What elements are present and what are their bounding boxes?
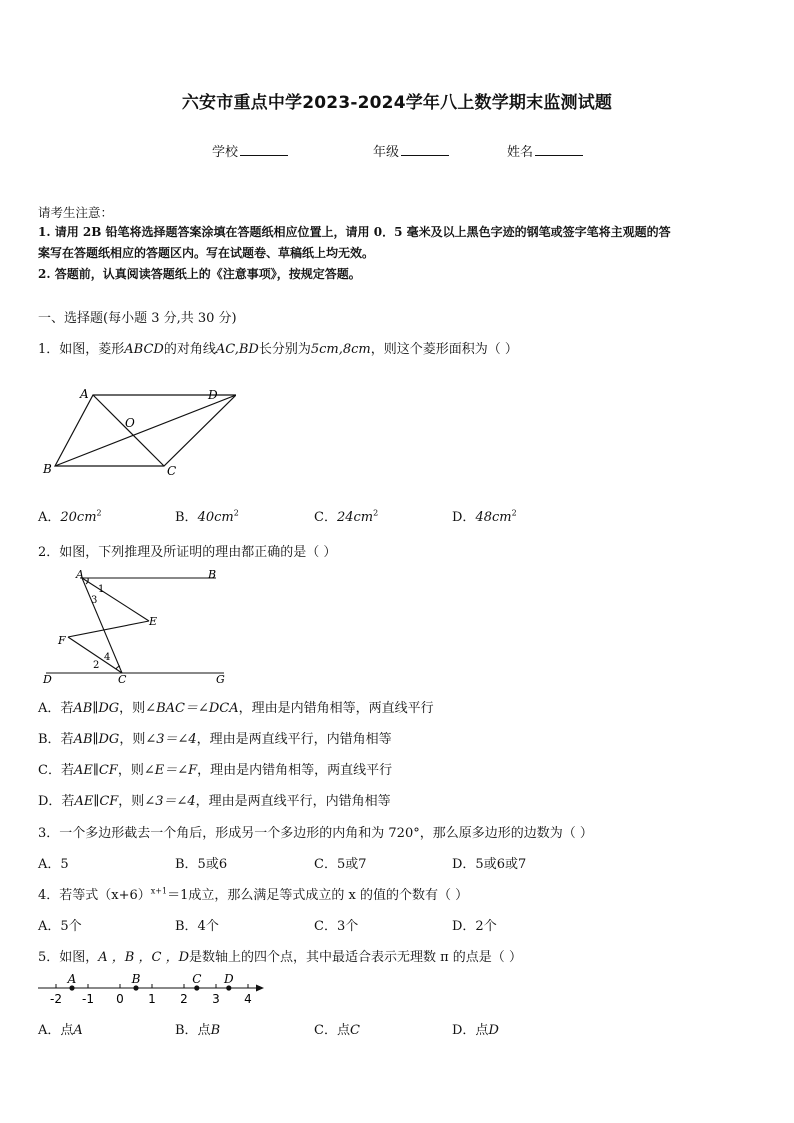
tick-label: 3 bbox=[212, 992, 220, 1006]
point-b bbox=[133, 985, 138, 990]
q1-opt-b-val: 40cm bbox=[197, 510, 234, 525]
q5-d-k: D．点 bbox=[452, 1023, 489, 1038]
label-B: B bbox=[43, 462, 52, 476]
question-1-stem bbox=[38, 338, 518, 357]
q2-c-mid: ，则 bbox=[117, 763, 144, 778]
q1-opt-b-sup: 2 bbox=[233, 508, 239, 518]
q1-option-a[interactable] bbox=[38, 506, 102, 525]
school-label: 学校 bbox=[212, 145, 239, 160]
name-field[interactable] bbox=[507, 141, 583, 160]
rhombus-figure bbox=[36, 382, 236, 482]
fig2-label-D: D bbox=[43, 673, 52, 686]
q3-option-b[interactable]: B．5或6 bbox=[175, 857, 228, 872]
q5-a-v: A bbox=[73, 1023, 83, 1038]
q2-a-k: A．若 bbox=[38, 701, 74, 716]
question-2-stem: 2．如图，下列推理及所证明的理由都正确的是（ ） bbox=[38, 545, 337, 560]
tick-label: 0 bbox=[116, 992, 124, 1006]
tick-label: 2 bbox=[180, 992, 188, 1006]
q2-d-mid: ，则 bbox=[118, 794, 145, 809]
q2-b-reason: ，理由是两直线平行，内错角相等 bbox=[196, 732, 392, 747]
q2-b-cond: AB∥DG bbox=[73, 732, 120, 747]
q5-option-b[interactable] bbox=[175, 1019, 220, 1038]
name-label: 姓名 bbox=[507, 145, 534, 160]
diagonal-bd bbox=[55, 395, 236, 466]
label-A: A bbox=[80, 387, 89, 401]
label-O: O bbox=[125, 416, 135, 430]
tick-label: 4 bbox=[244, 992, 252, 1006]
q1-abcd: ABCD bbox=[124, 342, 164, 357]
diagonal-ac bbox=[93, 395, 164, 466]
q3-option-a[interactable]: A．5 bbox=[38, 857, 69, 872]
q4-option-c[interactable]: C．3个 bbox=[314, 919, 359, 934]
parallel-lines-figure bbox=[38, 565, 238, 687]
point-d bbox=[226, 985, 231, 990]
q5-option-a[interactable] bbox=[38, 1019, 83, 1038]
q2-d-k: D．若 bbox=[38, 794, 75, 809]
number-line bbox=[36, 968, 266, 1008]
fig2-label-E: E bbox=[149, 615, 158, 628]
notice-heading: 请考生注意： bbox=[38, 205, 114, 220]
q4-option-b[interactable]: B．4个 bbox=[175, 919, 219, 934]
fig2-label-C: C bbox=[118, 673, 127, 686]
fig2-label-A: A bbox=[76, 568, 84, 581]
q2-a-concl: ∠BAC＝∠DCA bbox=[145, 701, 239, 716]
q1-opt-a-sup: 2 bbox=[96, 508, 102, 518]
name-blank[interactable] bbox=[535, 143, 583, 156]
q5-b-v: B bbox=[210, 1023, 221, 1038]
q2-c-reason: ，理由是内错角相等，两直线平行 bbox=[197, 763, 393, 778]
q2-a-reason: ，理由是内错角相等，两直线平行 bbox=[238, 701, 434, 716]
school-field[interactable] bbox=[212, 141, 288, 160]
q1-post: ，则这个菱形面积为（ ） bbox=[370, 342, 518, 357]
label-D: D bbox=[208, 388, 218, 402]
point-label-a: A bbox=[67, 972, 77, 986]
q5-c-v: C bbox=[349, 1023, 360, 1038]
question-5-stem bbox=[38, 946, 522, 965]
q2-b-k: B．若 bbox=[38, 732, 74, 747]
q1-opt-d-val: 48cm bbox=[475, 510, 512, 525]
fig2-label-G: G bbox=[216, 673, 225, 686]
q1-acbd: AC,BD bbox=[215, 342, 259, 357]
q5-option-d[interactable] bbox=[452, 1019, 499, 1038]
q5-pre: 5．如图， bbox=[38, 950, 99, 965]
q2-option-a[interactable] bbox=[38, 697, 434, 716]
q5-option-c[interactable] bbox=[314, 1019, 360, 1038]
grade-blank[interactable] bbox=[401, 143, 449, 156]
tick-label: 1 bbox=[148, 992, 156, 1006]
q3-option-d[interactable]: D．5或6或7 bbox=[452, 857, 527, 872]
q2-d-concl: ∠3＝∠4 bbox=[144, 794, 196, 809]
q5-d-v: D bbox=[488, 1023, 499, 1038]
q4-option-a[interactable]: A．5个 bbox=[38, 919, 82, 934]
section-heading: 一、选择题(每小题 3 分,共 30 分) bbox=[38, 311, 237, 326]
q1-opt-a-key: A． bbox=[38, 510, 61, 525]
q2-c-concl: ∠E＝∠F bbox=[143, 763, 198, 778]
q1-opt-d-sup: 2 bbox=[511, 508, 517, 518]
q4-exponent: x+1 bbox=[150, 886, 168, 896]
grade-label: 年级 bbox=[373, 145, 400, 160]
q4-option-d[interactable]: D．2个 bbox=[452, 919, 497, 934]
grade-field[interactable] bbox=[373, 141, 449, 160]
q1-option-b[interactable] bbox=[175, 506, 239, 525]
school-blank[interactable] bbox=[240, 143, 288, 156]
point-label-b: B bbox=[131, 972, 141, 986]
q2-c-k: C．若 bbox=[38, 763, 74, 778]
q1-mid2: 长分别为 bbox=[258, 342, 311, 357]
fig2-angle-2: 2 bbox=[93, 660, 100, 671]
q2-option-c[interactable] bbox=[38, 759, 392, 778]
fig2-angle-4: 4 bbox=[104, 652, 111, 663]
notice-item1-line1: 1. 请用 2B 铅笔将选择题答案涂填在答题纸相应位置上，请用 0．5 毫米及以上黑色字迹的钢笔或签字笔将主观题的答 bbox=[38, 225, 671, 239]
q1-mid1: 的对角线 bbox=[163, 342, 216, 357]
page-title: 六安市重点中学2023-2024学年八上数学期末监测试题 bbox=[181, 93, 613, 113]
point-c bbox=[194, 985, 199, 990]
number-line-arrow bbox=[256, 985, 264, 992]
q2-b-mid: ，则 bbox=[119, 732, 146, 747]
q2-option-d[interactable] bbox=[38, 790, 391, 809]
q1-vals: 5cm,8cm bbox=[310, 342, 371, 357]
q1-pre: 1．如图，菱形 bbox=[38, 342, 125, 357]
point-label-c: C bbox=[192, 972, 202, 986]
q1-option-c[interactable] bbox=[314, 506, 378, 525]
point-a bbox=[69, 985, 74, 990]
q4-pre: 4．若等式（x+6） bbox=[38, 888, 151, 903]
q2-a-mid: ，则 bbox=[119, 701, 146, 716]
notice-item1-line2: 案写在答题纸相应的答题区内。写在试题卷、草稿纸上均无效。 bbox=[38, 246, 375, 260]
q5-b-k: B．点 bbox=[175, 1023, 211, 1038]
q2-d-reason: ，理由是两直线平行，内错角相等 bbox=[195, 794, 391, 809]
q1-opt-b-key: B． bbox=[175, 510, 198, 525]
question-3-stem: 3．一个多边形截去一个角后，形成另一个多边形的内角和为 720°，那么原多边形的边数为（ ） bbox=[38, 826, 593, 841]
notice-item2: 2. 答题前，认真阅读答题纸上的《注意事项》，按规定答题。 bbox=[38, 267, 361, 281]
q1-opt-a-val: 20cm bbox=[60, 510, 97, 525]
q3-option-c[interactable]: C．5或7 bbox=[314, 857, 367, 872]
q5-post: 是数轴上的四个点，其中最适合表示无理数 π 的点是（ ） bbox=[189, 950, 522, 965]
fig2-angle-1: 1 bbox=[98, 584, 105, 595]
point-label-d: D bbox=[223, 972, 234, 986]
q4-post: ＝1成立，那么满足等式成立的 x 的值的个数有（ ） bbox=[167, 888, 469, 903]
q1-opt-c-sup: 2 bbox=[373, 508, 379, 518]
q1-option-d[interactable] bbox=[452, 506, 517, 525]
q2-c-cond: AE∥CF bbox=[73, 763, 118, 778]
q5-c-k: C．点 bbox=[314, 1023, 350, 1038]
tick-label: -1 bbox=[82, 992, 94, 1006]
q5-points: A ，B ，C ，D bbox=[98, 950, 189, 965]
q1-opt-c-val: 24cm bbox=[336, 510, 374, 525]
fig2-angle-3: 3 bbox=[91, 595, 98, 606]
q2-option-b[interactable] bbox=[38, 728, 392, 747]
segment-ef bbox=[68, 621, 149, 637]
q1-opt-d-key: D． bbox=[452, 510, 476, 525]
q2-d-cond: AE∥CF bbox=[74, 794, 119, 809]
question-4-stem bbox=[38, 884, 468, 903]
q5-a-k: A．点 bbox=[38, 1023, 74, 1038]
q2-b-concl: ∠3＝∠4 bbox=[145, 732, 197, 747]
q1-opt-c-key: C． bbox=[314, 510, 337, 525]
fig2-label-B: B bbox=[208, 568, 217, 581]
fig2-label-F: F bbox=[58, 634, 66, 647]
tick-label: -2 bbox=[50, 992, 62, 1006]
q2-a-cond: AB∥DG bbox=[73, 701, 120, 716]
label-C: C bbox=[167, 464, 177, 478]
